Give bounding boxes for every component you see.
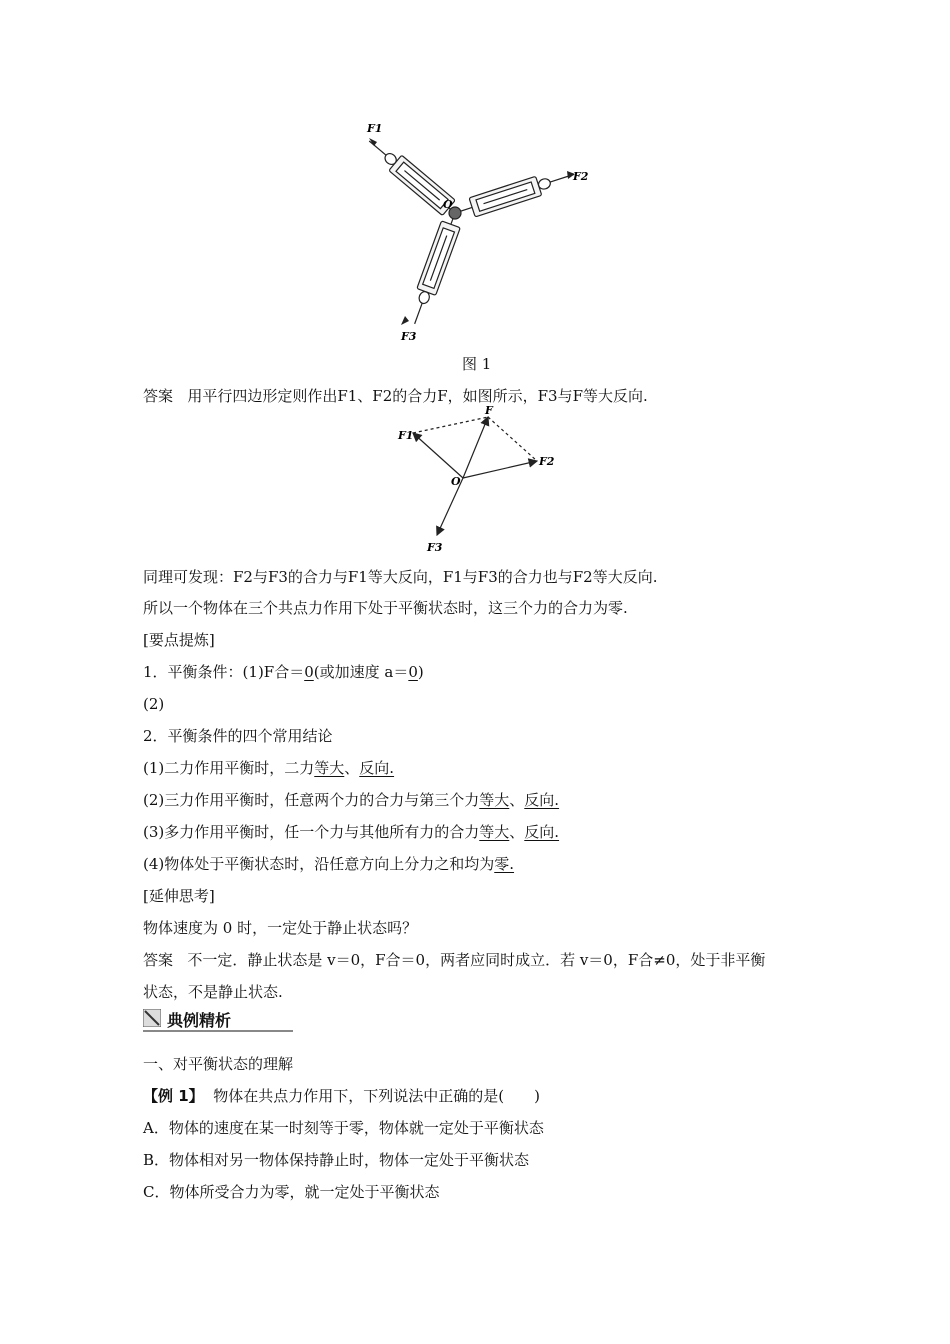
conclusion-1	[143, 758, 394, 778]
answer2-text1: 不一定．静止状态是 v＝0，F合＝0，两者应同时成立．若 v＝0，F合≠0，处于非平衡	[187, 951, 766, 969]
section-rule	[143, 1030, 293, 1032]
conclusion-underline: 等大	[314, 759, 345, 777]
fig2-label-o: O	[451, 475, 461, 488]
conclusion-underline: 反向.	[524, 791, 560, 809]
option-a: A．物体的速度在某一时刻等于零，物体就一定处于平衡状态	[143, 1119, 544, 1137]
fig2-label-f1: F1	[398, 429, 414, 442]
heading-extend: [延伸思考]	[143, 887, 215, 905]
subheading: 一、对平衡状态的理解	[143, 1055, 294, 1073]
fig1-label-f3: F3	[401, 330, 417, 343]
answer1-prefix: 答案	[143, 387, 174, 405]
point1-mid: (或加速度 a＝	[313, 663, 409, 681]
paragraph-1: 同理可发现：F2与F3的合力与F1等大反向，F1与F3的合力也与F2等大反向.	[143, 568, 658, 586]
section-title: 典例精析	[167, 1011, 232, 1030]
fig2-label-f2: F2	[539, 455, 555, 468]
conclusion-text: (1)二力作用平衡时，二力	[143, 759, 315, 777]
conclusion-2	[143, 790, 559, 810]
fig2-label-f3: F3	[427, 541, 443, 554]
fig1-label-f2: F2	[573, 170, 589, 183]
conclusion-sep: 、	[509, 823, 525, 841]
section-header	[143, 1006, 293, 1032]
option-c: C．物体所受合力为零，就一定处于平衡状态	[143, 1183, 440, 1201]
conclusion-text: (2)三力作用平衡时，任意两个力的合力与第三个力	[143, 791, 480, 809]
point1-tail: )	[417, 663, 424, 681]
conclusion-text: (4)物体处于平衡状态时，沿任意方向上分力之和均为	[143, 855, 495, 873]
conclusion-3	[143, 822, 559, 842]
answer2-line2: 状态，不是静止状态.	[143, 983, 283, 1001]
point1-lead: 1．平衡条件：(1)F合＝	[143, 663, 305, 681]
point1-blank1: 0	[304, 663, 314, 681]
conclusion-sep: 、	[344, 759, 360, 777]
fig2-label-f: F	[485, 405, 493, 417]
conclusion-4	[143, 854, 514, 874]
conclusion-underline: 反向.	[524, 823, 560, 841]
fig1-label-o: O	[443, 198, 453, 211]
point-1-2: (2)	[143, 695, 165, 713]
conclusion-underline: 等大	[479, 791, 510, 809]
answer1-text: 用平行四边形定则作出F1、F2的合力F，如图所示，F3与F等大反向.	[187, 387, 648, 405]
figure-spring-balances	[355, 118, 605, 346]
conclusion-underline: 零.	[494, 855, 515, 873]
point-2: 2．平衡条件的四个常用结论	[143, 727, 333, 745]
conclusion-text: (3)多力作用平衡时，任一个力与其他所有力的合力	[143, 823, 480, 841]
example-tag: 【例 1】	[143, 1087, 204, 1105]
option-b: B．物体相对另一物体保持静止时，物体一定处于平衡状态	[143, 1151, 530, 1169]
point1-blank2: 0	[408, 663, 418, 681]
answer1-line	[143, 386, 648, 406]
point-1	[143, 662, 424, 682]
example-1	[143, 1086, 540, 1106]
question: 物体速度为 0 时，一定处于静止状态吗？	[143, 919, 418, 937]
answer2-line1	[143, 950, 765, 970]
figure-force-parallelogram	[395, 405, 565, 555]
conclusion-underline: 等大	[479, 823, 510, 841]
fig1-label-f1: F1	[367, 122, 383, 135]
paragraph-2: 所以一个物体在三个共点力作用下处于平衡状态时，这三个力的合力为零.	[143, 599, 628, 617]
section-slash-icon	[143, 1009, 161, 1027]
figure1-caption: 图 1	[462, 355, 492, 373]
conclusion-underline: 反向.	[359, 759, 395, 777]
example-stem: 物体在共点力作用下，下列说法中正确的是( )	[213, 1087, 540, 1105]
conclusion-sep: 、	[509, 791, 525, 809]
answer2-prefix: 答案	[143, 951, 174, 969]
heading-key-points: [要点提炼]	[143, 631, 215, 649]
